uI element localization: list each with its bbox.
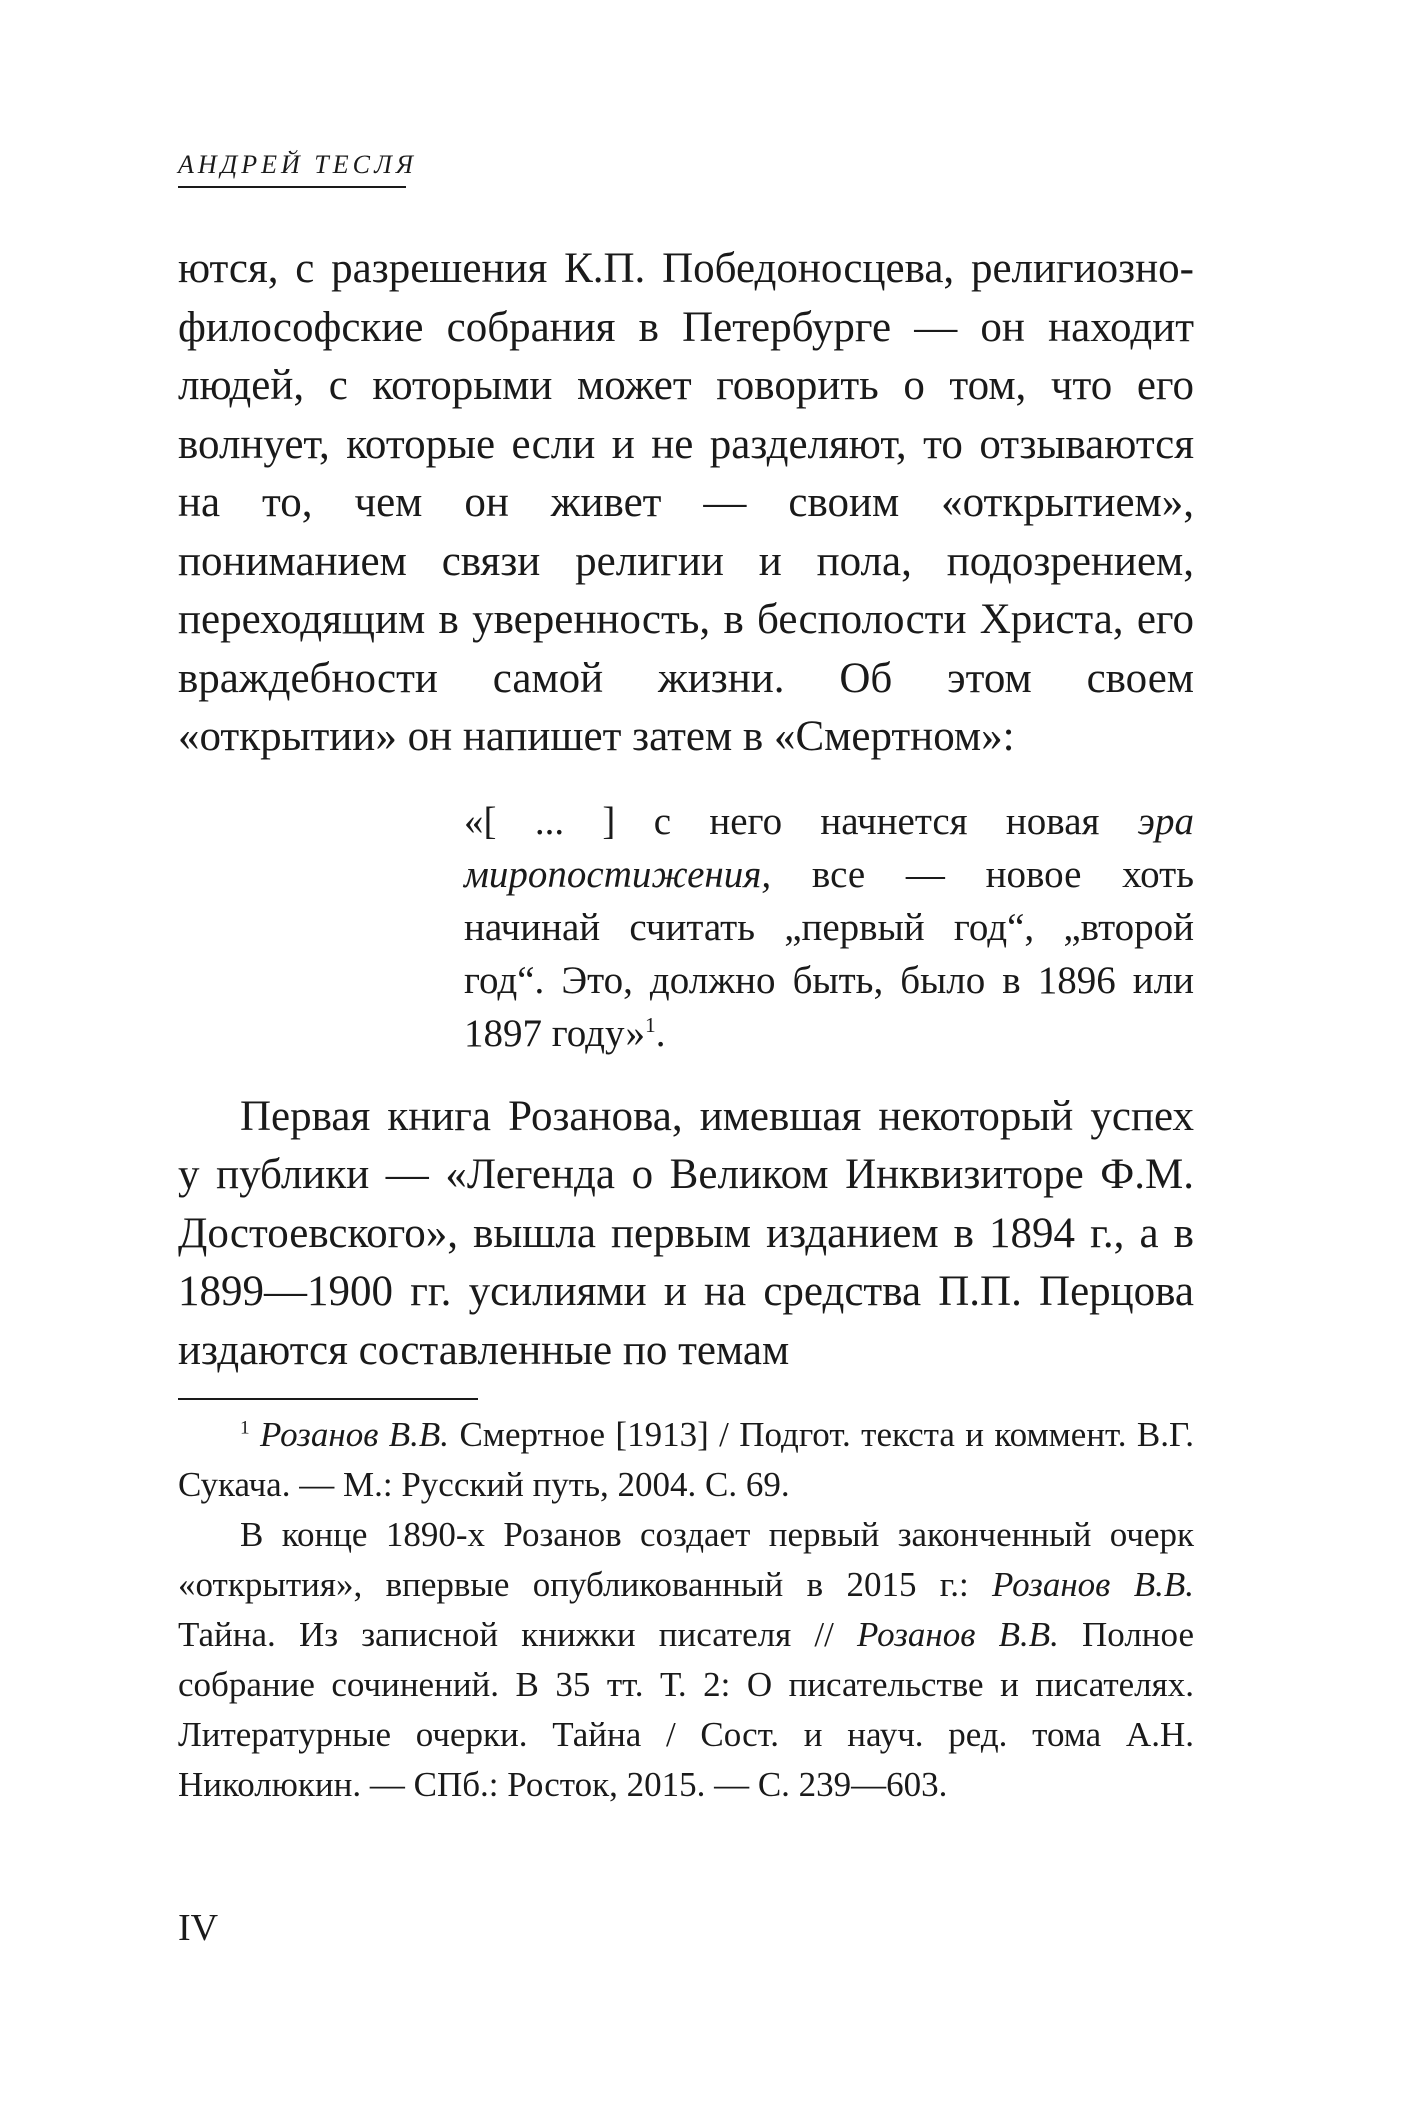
- footnote-2-author-b: Розанов В.В.: [857, 1615, 1059, 1654]
- quote-text-end: все — новое хоть начинай считать „первый год“, „второй год“. Это, должно быть, было в 1896 или 1897 году»: [464, 852, 1194, 1055]
- footnote-ref-1[interactable]: 1: [644, 1012, 656, 1037]
- footnote-1-author: Розанов В.В.: [260, 1415, 450, 1454]
- footnote-2-text-c: Полное собрание сочинений. В 35 тт. Т. 2: О писательстве и писателях. Литературные очерки. Тайна / Сост. и науч. ред. тома А.Н. Николюкин. — СПб.: Росток, 2015. — С. 239—603.: [178, 1615, 1194, 1804]
- page-number: IV: [178, 1907, 219, 1949]
- quote-italic: эра миропостижения,: [464, 799, 1194, 896]
- quote-text-start: «[ ... ] с него начнется новая: [464, 799, 1138, 843]
- block-quote: [464, 795, 1194, 1060]
- footnote-2-author-a: Розанов В.В.: [992, 1565, 1194, 1604]
- paragraph-1: ются, с разрешения К.П. Победоносцева, религиозно-философские собрания в Петербурге — он находит людей, с которыми может говорить о том, что его волнует, которые если и не разделяют, то отзываются на то, чем он живет — своим «открытием», пониманием связи религии и пола, подозрением, переходящим в уверенность, в бесполости Христа, его враждебности самой жизни. Об этом своем «открытии» он напишет затем в «Смертном»:: [178, 245, 1194, 760]
- main-text: [178, 240, 1194, 1380]
- footnotes: [178, 1410, 1194, 1810]
- footnote-1-continued: [178, 1510, 1194, 1810]
- footnote-1-number: 1: [240, 1417, 250, 1439]
- paragraph-2: Первая книга Розанова, имевшая некоторый успех у публики — «Легенда о Великом Инквизиторе Ф.М. Достоевского», вышла первым изданием в 1894 г., а в 1899—1900 гг. усилиями и на средства П.П. Перцова издаются составленные по темам: [178, 1092, 1194, 1374]
- running-head-rule: [178, 186, 406, 188]
- footnote-rule: [178, 1398, 478, 1400]
- footnote-1: [178, 1410, 1194, 1510]
- running-head-author: АНДРЕЙ ТЕСЛЯ: [178, 150, 417, 179]
- footnote-2-text-b: Тайна. Из записной книжки писателя //: [178, 1615, 858, 1654]
- quote-period: .: [655, 1011, 666, 1055]
- footnote-1-text: Смертное [1913] / Подгот. текста и коммент. В.Г. Сукача. — М.: Русский путь, 2004. С. 69.: [178, 1415, 1195, 1504]
- footnote-2-text-a: В конце 1890-х Розанов создает первый законченный очерк «открытия», впервые опубликованный в 2015 г.:: [178, 1515, 1194, 1604]
